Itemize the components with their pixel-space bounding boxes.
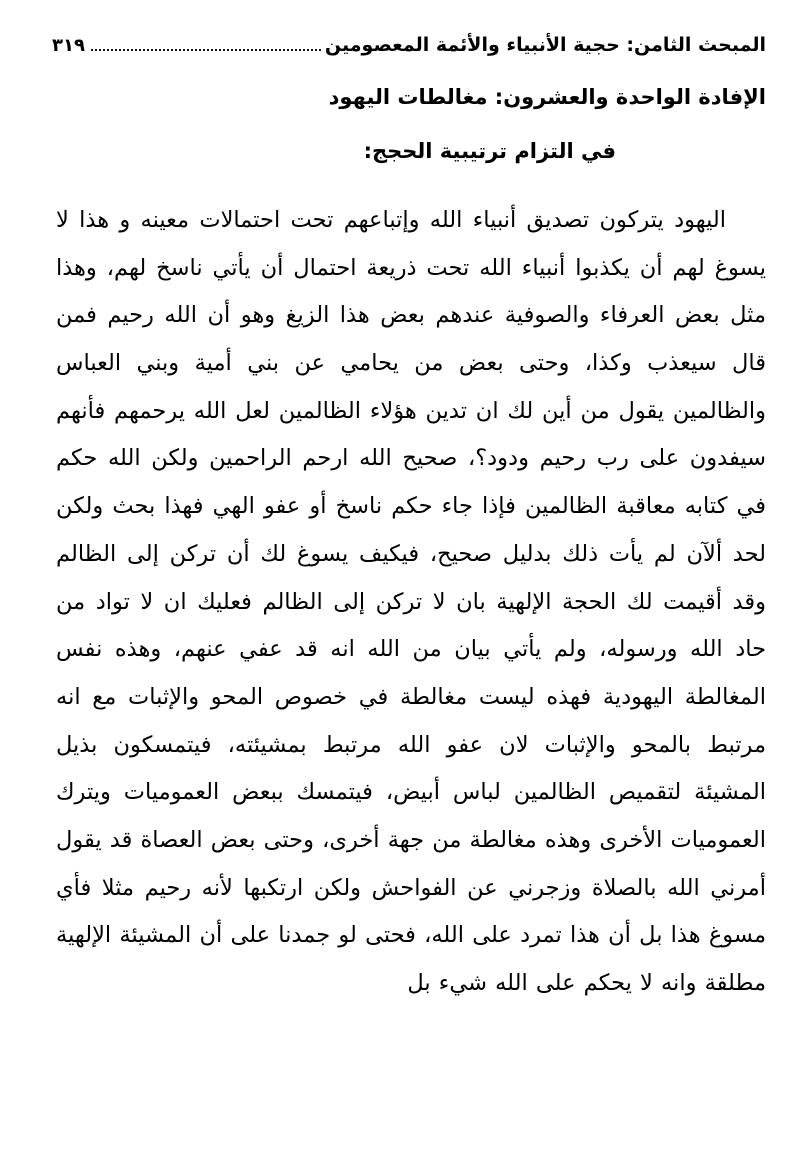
- section-heading: الإفادة الواحدة والعشرون: مغالطات اليهود: [328, 85, 766, 109]
- page-header: [52, 34, 766, 56]
- body-paragraph: اليهود يتركون تصديق أنبياء الله وإتباعهم تحت احتمالات معينه و هذا لا يسوغ لهم أن يكذبوا أنبياء الله تحت ذريعة احتمال أن يأتي ناسخ لهم، وهذا مثل بعض العرفاء والصوفية عندهم بعض هذا الزيغ وهو أن الله رحيم فمن قال سيعذب وكذا، وحتى بعض من يحامي عن بني أمية وبني العباس والظالمين يقول من أين لك ان تدين هؤلاء الظالمين لعل الله يرحمهم فأنهم سيفدون على رب رحيم ودود؟، صحيح الله ارحم الراحمين ولكن الله حكم في كتابه معاقبة الظالمين فإذا جاء حكم ناسخ أو عفو الهي فهذا بحث ولكن لحد ألآن لم يأت ذلك بدليل صحيح، فيكيف يسوغ لك أن تركن إلى الظالم وقد أقيمت لك الحجة الإلهية بان لا تركن إلى الظالم فعليك ان لا تواد من حاد الله ورسوله، ولم يأتي بيان من الله انه قد عفي عنهم، وهذه نفس المغالطة اليهودية فهذه ليست مغالطة في خصوص المحو والإثبات مع انه مرتبط بالمحو والإثبات لان عفو الله مرتبط بمشيئته، فيتمسكون بذيل المشيئة لتقميص الظالمين لباس أبيض، فيتمسك ببعض العموميات ويترك العموميات الأخرى وهذه مغالطة من جهة أخرى، وحتى بعض العصاة قد يقول أمرني الله بالصلاة وزجرني عن الفواحش ولكن ارتكبها لأنه رحيم مثلا فأي مسوغ هذا بل أن هذا تمرد على الله، فحتى لو جمدنا على أن المشيئة الإلهية مطلقة وانه لا يحكم على الله شيء بل: [56, 207, 766, 996]
- dotted-leader: [91, 49, 321, 51]
- page-number: ٣١٩: [52, 35, 85, 56]
- header-chapter-title: المبحث الثامن: حجية الأنبياء والأئمة المعصومين: [324, 34, 766, 56]
- sub-heading: في التزام ترتيبية الحجج:: [363, 138, 616, 163]
